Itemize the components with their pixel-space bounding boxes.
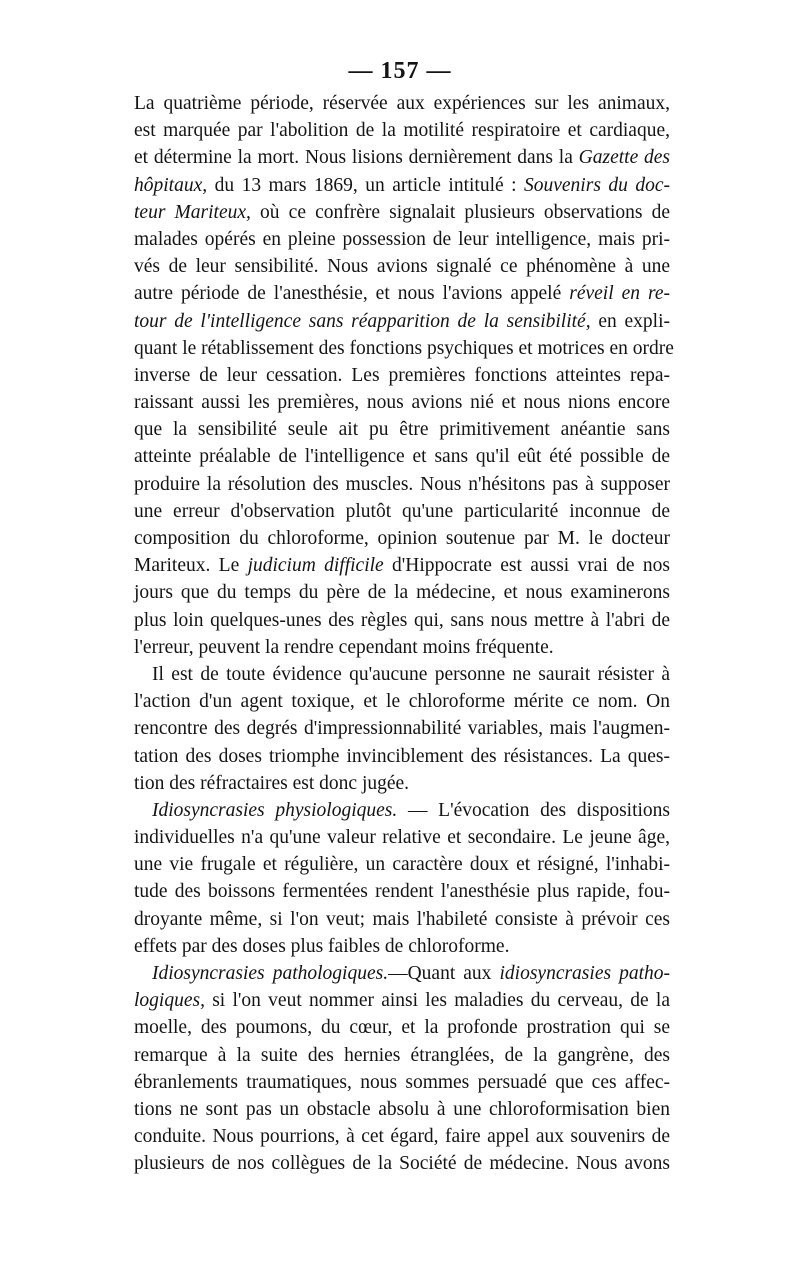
body-text: [134, 90, 674, 1178]
text-line: [134, 416, 670, 443]
text-line: [134, 199, 670, 226]
text-line: [134, 335, 674, 362]
text-line: [134, 933, 670, 960]
text-line: [134, 226, 670, 253]
text-line: [134, 824, 670, 851]
text-run: ébranlements traumatiques, nous sommes persuadé que ces affec-: [134, 1071, 670, 1093]
italic-text: judicium difficile: [247, 555, 384, 577]
text-run: droyante même, si l'on veut; mais l'habileté consiste à prévoir ces: [134, 908, 670, 930]
text-run: individuelles n'a qu'une valeur relative et secondaire. Le jeune âge,: [134, 827, 670, 849]
text-line: [134, 308, 670, 335]
text-run: l'action d'un agent toxique, et le chloroforme mérite ce nom. On: [134, 691, 670, 713]
text-line: [134, 743, 670, 770]
text-line: [134, 525, 670, 552]
text-line: [134, 906, 670, 933]
text-line: [134, 1096, 670, 1123]
text-line: [134, 389, 670, 416]
text-line: [134, 552, 670, 579]
text-line: [134, 878, 670, 905]
text-run: produire la résolution des muscles. Nous n'hésitons pas à supposer: [134, 473, 670, 495]
text-line: [134, 117, 670, 144]
text-line: [134, 172, 670, 199]
paragraph: [134, 90, 674, 661]
text-line: [134, 1123, 670, 1150]
text-run: d'Hippocrate est aussi vrai de nos: [383, 555, 670, 577]
text-line: [134, 579, 670, 606]
text-run: quant le rétablissement des fonctions psychiques et motrices en ordre: [134, 337, 674, 359]
text-run: et détermine la mort. Nous lisions dernièrement dans la: [134, 147, 579, 169]
text-run: moelle, des poumons, du cœur, et la profonde prostration qui se: [134, 1017, 670, 1039]
italic-text: Souvenirs du doc-: [524, 174, 670, 196]
text-line: [134, 1014, 670, 1041]
paragraph: [134, 661, 670, 797]
text-run: où ce confrère signalait plusieurs observations de: [250, 201, 671, 223]
text-run: atteinte préalable de l'intelligence et sans qu'il eût été possible de: [134, 446, 670, 468]
text-line: [134, 688, 670, 715]
text-run: rencontre des degrés d'impressionnabilité variables, mais l'augmen-: [134, 718, 670, 740]
text-run: tude des boissons fermentées rendent l'anesthésie plus rapide, fou-: [134, 881, 670, 903]
text-line: [134, 362, 670, 389]
text-run: une vie frugale et régulière, un caractère doux et résigné, l'inhabi-: [134, 854, 670, 876]
text-run: en expli-: [590, 310, 671, 332]
text-run: malades opérés en pleine possession de leur intelligence, mais pri-: [134, 228, 670, 250]
text-run: plus loin quelques-unes des règles qui, sans nous mettre à l'abri de: [134, 609, 670, 631]
text-run: autre période de l'anesthésie, et nous l'avions appelé: [134, 283, 570, 305]
italic-text: Gazette des: [578, 147, 671, 169]
text-run: l'erreur, peuvent la rendre cependant moins fréquente.: [134, 636, 554, 658]
text-run: si l'on veut nommer ainsi les maladies du cerveau, de la: [204, 990, 670, 1012]
text-line: [134, 797, 670, 824]
text-line: [134, 443, 670, 470]
paragraph: [134, 797, 670, 960]
text-run: tation des doses triomphe invinciblement des résistances. La ques-: [134, 745, 670, 767]
text-run: une erreur d'observation plutôt qu'une particularité inconnue de: [134, 500, 670, 522]
paragraph: [134, 960, 670, 1178]
text-run: remarque à la suite des hernies étranglées, de la gangrène, des: [134, 1044, 670, 1066]
text-line: [134, 498, 670, 525]
text-line: [134, 770, 670, 797]
text-line: [134, 634, 670, 661]
text-line: [134, 253, 670, 280]
italic-text: teur Mariteux,: [134, 201, 251, 223]
text-run: La quatrième période, réservée aux expériences sur les animaux,: [134, 93, 670, 114]
text-run: plusieurs de nos collègues de la Société de médecine. Nous avons: [134, 1153, 670, 1175]
text-run: que la sensibilité seule ait pu être primitivement anéantie sans: [134, 419, 670, 441]
text-line: [134, 960, 670, 987]
text-run: Il est de toute évidence qu'aucune personne ne saurait résister à: [152, 663, 670, 685]
text-run: tions ne sont pas un obstacle absolu à une chloroformisation bien: [134, 1098, 670, 1120]
italic-text: logiques,: [134, 990, 205, 1012]
text-run: conduite. Nous pourrions, à cet égard, faire appel aux souvenirs de: [134, 1126, 670, 1148]
text-line: [134, 144, 670, 171]
italic-text: Idiosyncrasies physiologiques.: [152, 799, 398, 821]
page-number: — 157 —: [348, 58, 452, 84]
italic-text: idiosyncrasies patho-: [499, 963, 671, 984]
text-line: [134, 661, 670, 688]
text-line: [134, 90, 670, 117]
text-line: [134, 987, 670, 1014]
text-run: composition du chloroforme, opinion soutenue par M. le docteur: [134, 528, 670, 549]
text-line: [134, 715, 670, 742]
text-run: — L'évocation des dispositions: [397, 799, 671, 821]
text-run: vés de leur sensibilité. Nous avions signalé ce phénomène à une: [134, 256, 670, 278]
text-line: [134, 280, 670, 307]
text-run: Mariteux. Le: [134, 555, 248, 577]
text-run: raissant aussi les premières, nous avions nié et nous nions encore: [134, 392, 670, 414]
italic-text: réveil en re-: [569, 283, 670, 305]
text-line: [134, 607, 670, 634]
text-run: —Quant aux: [388, 963, 500, 984]
text-run: est marquée par l'abolition de la motilité respiratoire et cardiaque,: [134, 120, 670, 142]
text-line: [134, 1150, 670, 1177]
text-line: [134, 851, 670, 878]
text-line: [134, 471, 670, 498]
text-run: tion des réfractaires est donc jugée.: [134, 772, 410, 794]
text-run: inverse de leur cessation. Les premières fonctions atteintes repa-: [134, 364, 670, 386]
text-line: [134, 1069, 670, 1096]
text-run: effets par des doses plus faibles de chloroforme.: [134, 935, 510, 957]
text-run: jours que du temps du père de la médecine, et nous examinerons: [134, 582, 670, 604]
italic-text: tour de l'intelligence sans réapparition de la sensibilité,: [134, 310, 591, 332]
italic-text: hôpitaux,: [134, 174, 208, 196]
text-run: du 13 mars 1869, un article intitulé :: [207, 174, 524, 196]
text-line: [134, 1042, 670, 1069]
italic-text: Idiosyncrasies pathologiques.: [152, 963, 389, 984]
